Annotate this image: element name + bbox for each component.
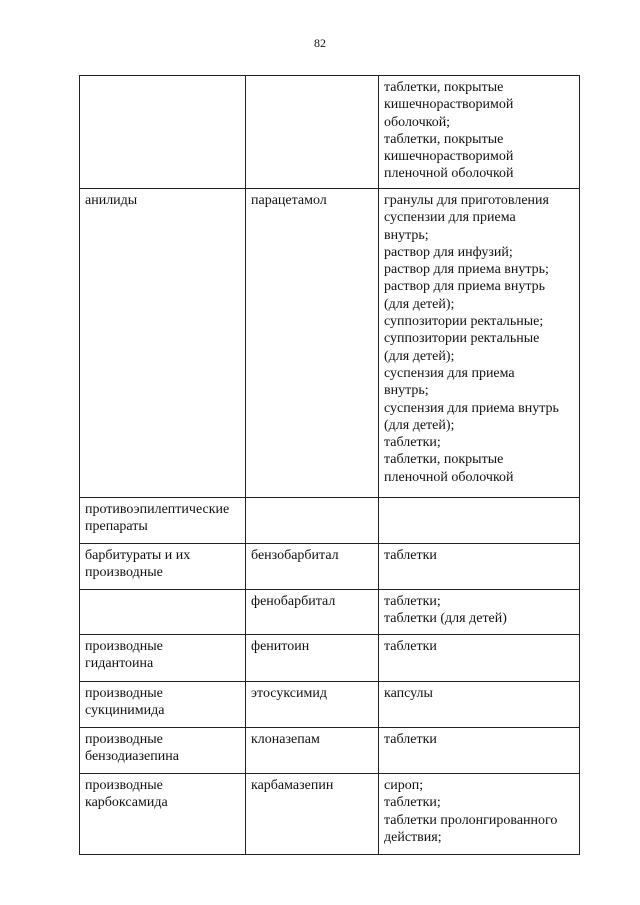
table-row: [80, 498, 580, 544]
substance-cell: клоназепам: [246, 728, 379, 774]
group-cell: противоэпилептические препараты: [80, 498, 246, 544]
dosage-forms-cell: таблетки, покрытые кишечнорастворимой оболочкой; таблетки, покрытые кишечнорастворимой пленочной оболочкой: [379, 76, 580, 189]
page-number: 82: [314, 36, 326, 50]
dosage-forms-cell: капсулы: [379, 682, 580, 728]
substance-cell: бензобарбитал: [246, 544, 379, 590]
group-cell: производные карбоксамида: [80, 774, 246, 855]
table-row: [80, 728, 580, 774]
table-row: [80, 774, 580, 855]
group-cell: производные гидантоина: [80, 635, 246, 682]
dosage-forms-cell: сироп; таблетки; таблетки пролонгированного действия;: [379, 774, 580, 855]
substance-cell: этосуксимид: [246, 682, 379, 728]
substance-cell: [246, 498, 379, 544]
substance-cell: фенитоин: [246, 635, 379, 682]
group-cell: барбитураты и их производные: [80, 544, 246, 590]
dosage-forms-cell: гранулы для приготовления суспензии для приема внутрь; раствор для инфузий; раствор для приема внутрь; раствор для приема внутрь (для детей); суппозитории ректальные; суппозитории ректальные (для детей); суспензия для приема внутрь; суспензия для приема внутрь (для детей); таблетки; таблетки, покрытые пленочной оболочкой: [379, 189, 580, 498]
table-row: [80, 76, 580, 189]
group-cell: [80, 590, 246, 635]
substance-cell: парацетамол: [246, 189, 379, 498]
group-cell: анилиды: [80, 189, 246, 498]
dosage-forms-cell: таблетки: [379, 635, 580, 682]
dosage-forms-cell: [379, 498, 580, 544]
substance-cell: фенобарбитал: [246, 590, 379, 635]
table-row: [80, 590, 580, 635]
table-row: [80, 635, 580, 682]
table-row: [80, 189, 580, 498]
group-cell: производные бензодиазепина: [80, 728, 246, 774]
dosage-forms-cell: таблетки: [379, 544, 580, 590]
table-row: [80, 682, 580, 728]
dosage-forms-cell: таблетки: [379, 728, 580, 774]
drug-table: [79, 75, 580, 855]
dosage-forms-cell: таблетки; таблетки (для детей): [379, 590, 580, 635]
substance-cell: [246, 76, 379, 189]
substance-cell: карбамазепин: [246, 774, 379, 855]
group-cell: [80, 76, 246, 189]
table-row: [80, 544, 580, 590]
group-cell: производные сукцинимида: [80, 682, 246, 728]
